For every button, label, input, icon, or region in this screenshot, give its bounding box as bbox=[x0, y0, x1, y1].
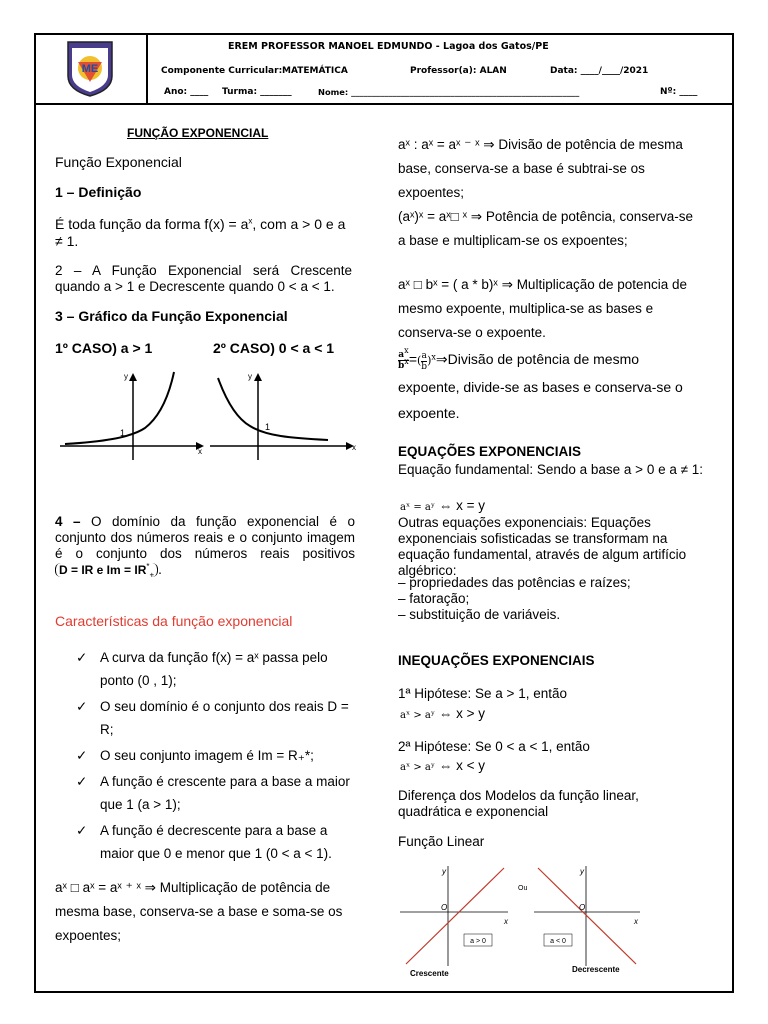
case-2-label: 2º CASO) 0 < a < 1 bbox=[213, 340, 335, 356]
header bbox=[34, 33, 734, 105]
list-item: ✓ A curva da função f(x) = aˣ passa pelo ponto (0 , 1); bbox=[60, 646, 355, 692]
graph-decreasing bbox=[210, 370, 360, 460]
y-label: y bbox=[442, 867, 446, 876]
hypothesis-1-formula: aˣ > aʸ ⇔ x > y bbox=[400, 706, 486, 721]
item-4: 4 – O domínio da função exponencial é o conjunto dos números reais e o conjunto imagem é o conjunto dos números reais positivos D = IR e $Im = IR^*_+$ . bbox=[55, 514, 355, 580]
increasing-line bbox=[406, 868, 504, 964]
list-item: ✓ O seu conjunto imagem é Im = R₊*; bbox=[60, 744, 355, 767]
list-item: – fatoração; bbox=[398, 591, 470, 606]
inequations-title: INEQUAÇÕES EXPONENCIAIS bbox=[398, 653, 595, 668]
y-label: y bbox=[124, 372, 128, 381]
y-label: y bbox=[248, 372, 252, 381]
quotient-rule: $\frac{a^x}{b^x}$ =( $\frac{a}{b}$ )$^x$⇒Divisão de potência de mesmo expoente, divide-se as bases e conserva-se o expoente. bbox=[398, 345, 683, 421]
equations-others: Outras equações exponenciais: Equações exponenciais sofisticadas se transformam na equação fundamental, através de algum artifício algébrico: bbox=[398, 515, 687, 578]
teacher: Professor(a): ALAN bbox=[410, 66, 507, 76]
y-label: y bbox=[580, 867, 584, 876]
check-icon: ✓ bbox=[76, 699, 88, 714]
crescente-label: Crescente bbox=[410, 969, 449, 978]
definition-text: É toda função da forma $f(x) = a^x$, com a > 0 e a ≠ 1. bbox=[55, 216, 346, 249]
exp-curve bbox=[218, 378, 328, 440]
name-field[interactable]: Nome: _______________________________________________________ bbox=[318, 87, 580, 97]
origin-label: O bbox=[441, 903, 448, 912]
check-icon: ✓ bbox=[76, 823, 88, 838]
multiplication-rule: aˣ □ aˣ = aˣ ⁺ ˣ ⇒ Multiplicação de potência de mesma base, conserva-se a base e soma-se os expoentes; bbox=[55, 880, 343, 943]
list-item: – propriedades das potências e raízes; bbox=[398, 575, 631, 590]
hypothesis-2-formula: aˣ > aʸ ⇔ x < y bbox=[400, 758, 486, 773]
logo-text: ME bbox=[81, 63, 99, 75]
ou-label: Ou bbox=[518, 885, 528, 892]
x-label: x bbox=[352, 443, 356, 452]
linear-title: Função Linear bbox=[398, 834, 485, 849]
one-label: 1 bbox=[120, 428, 126, 438]
component-value: MATEMÁTICA bbox=[282, 66, 348, 76]
school-logo bbox=[60, 38, 120, 98]
y-arrow-icon bbox=[129, 373, 137, 381]
x-label: x bbox=[198, 447, 202, 456]
a-negative-label: a < 0 bbox=[550, 938, 566, 945]
graph-increasing bbox=[60, 370, 210, 460]
date: Data: ____/____/2021 bbox=[550, 66, 649, 76]
paren-fraction: ( $\frac{a}{b}$ )$^x$ bbox=[417, 350, 436, 372]
origin-label: O bbox=[579, 903, 586, 912]
number-field[interactable]: Nº: ____ bbox=[660, 87, 698, 97]
product-rule: aˣ □ bˣ = ( a * b)ˣ ⇒ Multiplicação de potencia de mesmo expoente, multiplica-se as bases e conserva-se o expoente. bbox=[398, 277, 688, 340]
school-name: EREM PROFESSOR MANOEL EDMUNDO - Lagoa dos Gatos/PE bbox=[228, 41, 549, 52]
a-positive-label: a > 0 bbox=[470, 938, 486, 945]
x-label: x bbox=[504, 917, 508, 926]
fraction-formula: $\frac{a^x}{b^x}$ bbox=[398, 345, 409, 371]
decreasing-line bbox=[538, 868, 636, 964]
list-item: ✓ A função é crescente para a base a maior que 1 (a > 1); bbox=[60, 770, 355, 816]
equations-list bbox=[398, 575, 703, 623]
models-difference: Diferença dos Modelos da função linear, quadrática e exponencial bbox=[398, 788, 639, 819]
characteristics-title: Características da função exponencial bbox=[55, 613, 293, 629]
linear-graphs bbox=[396, 860, 646, 978]
list-item: – substituição de variáveis. bbox=[398, 607, 561, 622]
equation-formula: aˣ = aʸ ⇔ x = y bbox=[400, 498, 486, 513]
logo-box bbox=[34, 33, 148, 103]
one-label: 1 bbox=[265, 422, 271, 432]
check-icon: ✓ bbox=[76, 774, 88, 789]
hypothesis-2: 2ª Hipótese: Se 0 < a < 1, então bbox=[398, 739, 590, 754]
check-icon: ✓ bbox=[76, 650, 88, 665]
domain-formula: D = IR e $Im = IR^*_+$ bbox=[55, 563, 158, 577]
equations-title: EQUAÇÕES EXPONENCIAIS bbox=[398, 444, 582, 459]
list-item: ✓ O seu domínio é o conjunto dos reais D = R; bbox=[60, 695, 355, 741]
page-title: FUNÇÃO EXPONENCIAL bbox=[127, 126, 269, 140]
equations-fundamental: Equação fundamental: Sendo a base a > 0 e a ≠ 1: bbox=[398, 462, 704, 477]
item-3-heading: 3 – Gráfico da Função Exponencial bbox=[55, 308, 288, 324]
characteristics-list bbox=[60, 646, 355, 868]
check-icon: ✓ bbox=[76, 748, 88, 763]
component-label: Componente Curricular: bbox=[161, 66, 283, 76]
power-rule: (aˣ)ˣ = aˣ□ ˣ ⇒ Potência de potência, conserva-se a base e multiplicam-se os expoentes; bbox=[398, 209, 693, 248]
class-field[interactable]: Turma: _______ bbox=[222, 87, 292, 97]
year-field[interactable]: Ano: ____ bbox=[164, 87, 209, 97]
decrescente-label: Decrescente bbox=[572, 965, 620, 974]
list-item: ✓ A função é decrescente para a base a maior que 0 e menor que 1 (0 < a < 1). bbox=[60, 819, 355, 865]
hypothesis-1: 1ª Hipótese: Se a > 1, então bbox=[398, 686, 567, 701]
y-arrow-icon bbox=[254, 373, 262, 381]
subtitle: Função Exponencial bbox=[55, 154, 182, 170]
definition-heading: 1 – Definição bbox=[55, 184, 142, 200]
division-rule: aˣ : aˣ = aˣ ⁻ ˣ ⇒ Divisão de potência de mesma base, conserva-se a base é subtrai-se os expoentes; bbox=[398, 137, 683, 200]
item-2: 2 – A Função Exponencial será Crescente quando a > 1 e Decrescente quando 0 < a < 1. bbox=[55, 263, 352, 294]
x-label: x bbox=[634, 917, 638, 926]
case-1-label: 1º CASO) a > 1 bbox=[55, 340, 153, 356]
